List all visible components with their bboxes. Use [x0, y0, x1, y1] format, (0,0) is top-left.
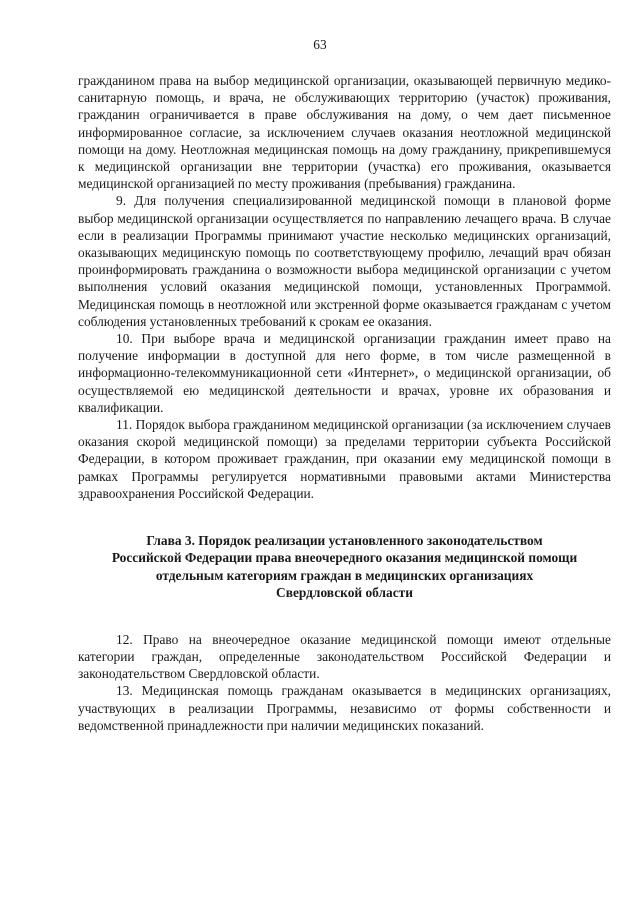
- paragraph-item-13: 13. Медицинская помощь гражданам оказывается в медицинских организациях, участвующих в реализации Программы, независимо от формы собственности и ведомственной принадлежности при наличии медицинских показаний.: [78, 683, 611, 733]
- chapter-heading-line-3: отдельным категориям граждан в медицинских организациях: [155, 567, 534, 583]
- chapter-heading-line-2: Российской Федерации права внеочередного оказания медицинской помощи: [111, 550, 578, 566]
- paragraph-item-12: 12. Право на внеочередное оказание медицинской помощи имеют отдельные категории граждан, определенные законодательством Российской Федерации и законодательством Свердловской области.: [78, 631, 611, 682]
- chapter-heading-line-4: Свердловской области: [276, 585, 413, 601]
- page-number: 63: [313, 37, 327, 52]
- paragraph-item-11: 11. Порядок выбора гражданином медицинской организации (за исключением случаев оказания скорой медицинской помощи) за пределами территории субъекта Российской Федерации, в котором проживает гражданин, при оказании ему медицинской помощи в рамках Программы регулируется нормативными правовыми актами Министерства здравоохранения Российской Федерации.: [78, 417, 611, 501]
- paragraph-item-10: 10. При выборе врача и медицинской организации гражданин имеет право на получение информации в доступной для него форме, в том числе размещенной в информационно-телекоммуникационной сети «Интернет», о медицинской организации, об осуществляемой ею медицинской деятельности и врачах, уровне их образования и квалификации.: [78, 331, 611, 415]
- chapter-heading: [78, 532, 611, 602]
- paragraph-item-9: 9. Для получения специализированной медицинской помощи в плановой форме выбор медицинской организации осуществляется по направлению лечащего врача. В случае если в реализации Программы принимают участие несколько медицинских организаций, оказывающих медицинскую помощь по соответствующему профилю, лечащий врач обязан проинформировать гражданина о возможности выбора медицинской организации с учетом выполнения условий оказания медицинской помощи, установленных Программой. Медицинская помощь в неотложной или экстренной форме оказывается гражданам с учетом соблюдения установленных требований к срокам ее оказания.: [78, 193, 611, 329]
- paragraph-continuation: гражданином права на выбор медицинской организации, оказывающей первичную медико-санитарную помощь, и врача, не обслуживающих территорию (участок) проживания, гражданин ограничивается в праве обслуживания на дому, о чем дает письменное информированное согласие, за исключением случаев оказания неотложной медицинской помощи на дому. Неотложная медицинская помощь на дому гражданину, прикрепившемуся к медицинской организации вне территории (участка) его проживания, оказывается медицинской организацией по месту проживания (пребывания) гражданина.: [78, 73, 611, 192]
- document-body: [78, 72, 611, 734]
- chapter-heading-line-1: Глава 3. Порядок реализации установленного законодательством: [146, 533, 543, 549]
